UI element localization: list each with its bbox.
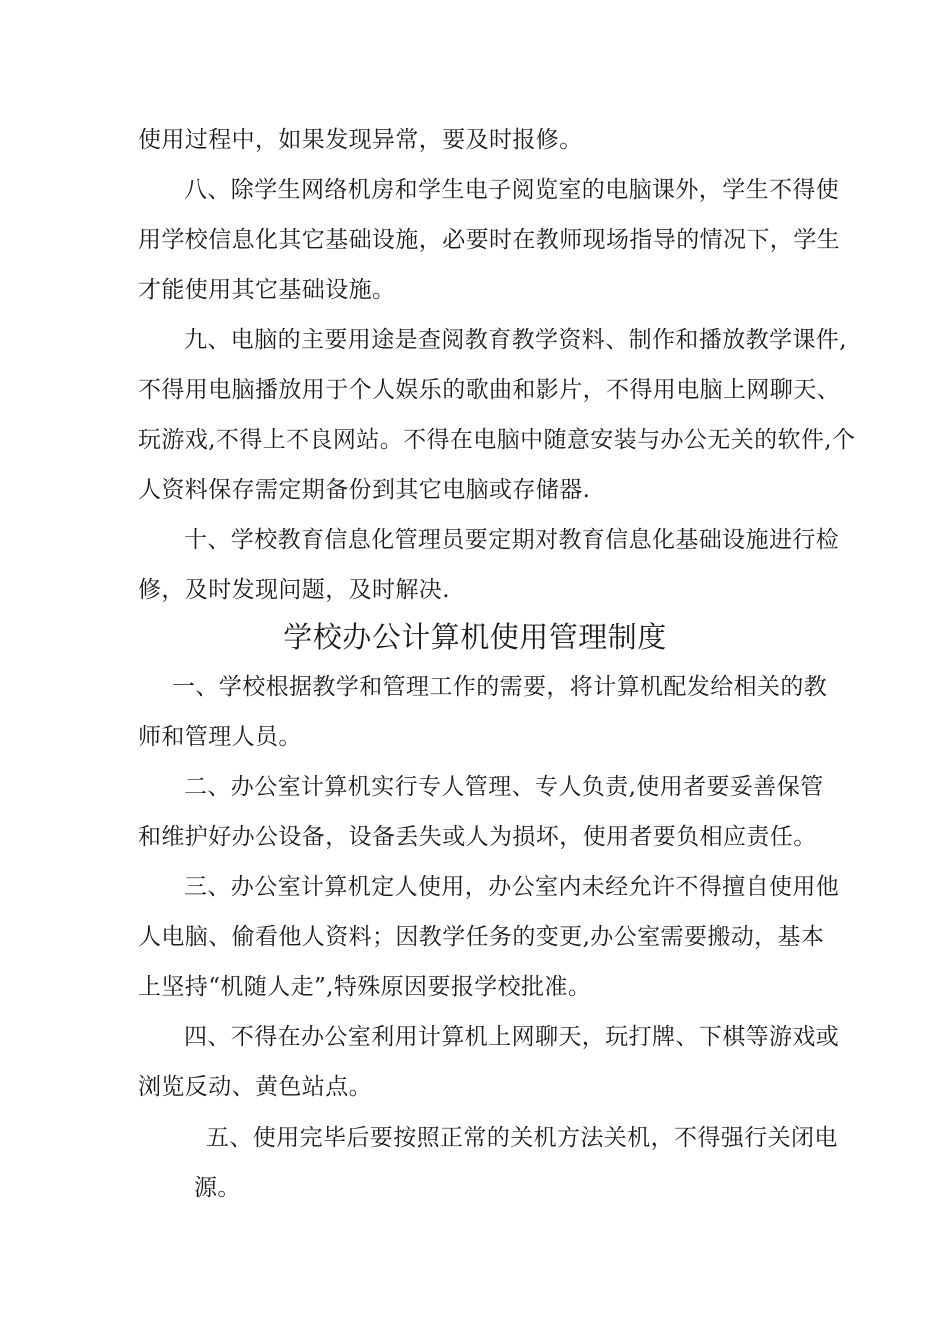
paragraph-line: 五、使用完毕后要按照正常的关机方法关机，不得强行关闭电 [206, 1125, 838, 1151]
paragraph-line: 四、不得在办公室利用计算机上网聊天，玩打牌、下棋等游戏或 [184, 1024, 840, 1050]
paragraph-line: 一、学校根据教学和管理工作的需要，将计算机配发给相关的教 [172, 674, 828, 700]
paragraph-line: 才能使用其它基础设施。 [138, 277, 396, 303]
paragraph-line: 上坚持“机随人走”,特殊原因要报学校批准。 [138, 974, 592, 1000]
paragraph-line: 用学校信息化其它基础设施，必要时在教师现场指导的情况下，学生 [138, 227, 840, 253]
paragraph-line: 十、学校教育信息化管理员要定期对教育信息化基础设施进行检 [184, 527, 840, 553]
paragraph-line: 不得用电脑播放用于个人娱乐的歌曲和影片，不得用电脑上网聊天、 [138, 377, 840, 403]
paragraph-line: 八、除学生网络机房和学生电子阅览室的电脑课外，学生不得使 [184, 177, 840, 203]
paragraph-line: 九、电脑的主要用途是查阅教育教学资料、制作和播放教学课件, [184, 327, 847, 353]
paragraph-line: 和维护好办公设备，设备丢失或人为损坏，使用者要负相应责任。 [138, 824, 817, 850]
paragraph-line: 玩游戏,不得上不良网站。不得在电脑中随意安装与办公无关的软件,个 [138, 427, 856, 453]
paragraph-line: 二、办公室计算机实行专人管理、专人负责,使用者要妥善保管 [184, 774, 824, 800]
paragraph-line: 人电脑、偷看他人资料；因教学任务的变更,办公室需要搬动，基本 [138, 924, 825, 950]
paragraph-line: 使用过程中，如果发现异常，要及时报修。 [138, 127, 583, 153]
paragraph-line: 修，及时发现问题，及时解决. [138, 577, 450, 603]
paragraph-line: 人资料保存需定期备份到其它电脑或存储器. [138, 477, 591, 503]
paragraph-line: 三、办公室计算机定人使用，办公室内未经允许不得擅自使用他 [184, 874, 840, 900]
paragraph-line: 师和管理人员。 [138, 724, 302, 750]
section-title: 学校办公计算机使用管理制度 [283, 620, 667, 654]
paragraph-line: 浏览反动、黄色站点。 [138, 1074, 372, 1100]
paragraph-line: 源。 [194, 1175, 241, 1201]
